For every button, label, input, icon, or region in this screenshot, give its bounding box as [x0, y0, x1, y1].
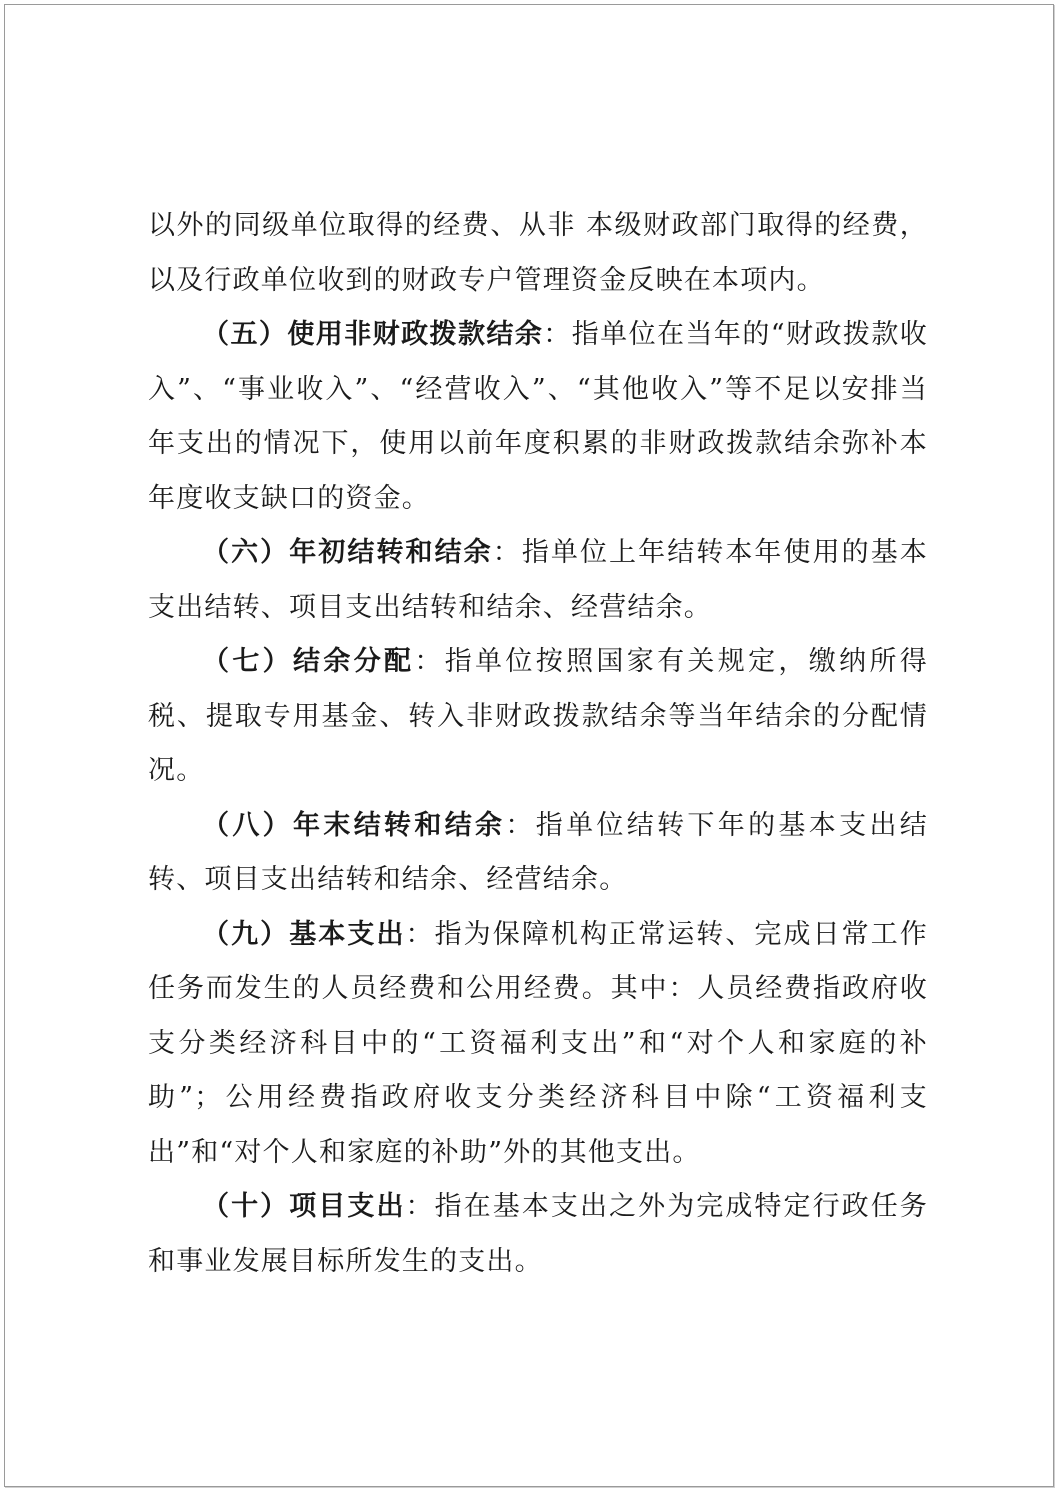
paragraph-text: ：指在基本支出之外为完成特定行政任务和事业发展目标所发生的支出。	[148, 1191, 928, 1277]
term-heading: （五）使用非财政拨款结余	[202, 319, 544, 350]
paragraph-continuation	[148, 199, 928, 308]
term-heading: （八）年末结转和结余	[202, 809, 506, 841]
term-heading: （七）结余分配	[202, 646, 415, 677]
paragraph-item-6	[148, 526, 928, 635]
paragraph-text: ：指单位结转下年的基本支出结转、项目支出结转和结余、经营结余。	[148, 809, 928, 895]
document-page	[4, 4, 1054, 1487]
paragraph-item-10	[148, 1180, 928, 1289]
paragraph-text: ：指单位按照国家有关规定，缴纳所得税、提取专用基金、转入非财政拨款结余等当年结余的分配情况。	[148, 646, 928, 786]
term-heading: （九）基本支出	[202, 918, 406, 950]
term-heading: （六）年初结转和结余	[202, 537, 493, 568]
term-heading: （十）项目支出	[202, 1191, 406, 1222]
paragraph-text: ：指单位在当年的“财政拨款收入”、“事业收入”、“经营收入”、“其他收入”等不足以安排当年支出的情况下，使用以前年度积累的非财政拨款结余弥补本年度收支缺口的资金。	[148, 319, 928, 514]
paragraph-item-8	[148, 799, 928, 908]
paragraph-item-7	[148, 635, 928, 799]
paragraph-text: 以外的同级单位取得的经费、从非 本级财政部门取得的经费，以及行政单位收到的财政专户管理资金反映在本项内。	[148, 210, 928, 296]
paragraph-text: ：指单位上年结转本年使用的基本支出结转、项目支出结转和结余、经营结余。	[148, 537, 928, 623]
paragraph-text: ：指为保障机构正常运转、完成日常工作任务而发生的人员经费和公用经费。其中：人员经费指政府收支分类经济科目中的“工资福利支出”和“对个人和家庭的补助”；公用经费指政府收支分类经济科目中除“工资福利支出”和“对个人和家庭的补助”外的其他支出。	[148, 918, 928, 1168]
paragraph-item-5	[148, 308, 928, 526]
paragraph-item-9	[148, 908, 928, 1181]
document-body	[148, 199, 928, 1289]
